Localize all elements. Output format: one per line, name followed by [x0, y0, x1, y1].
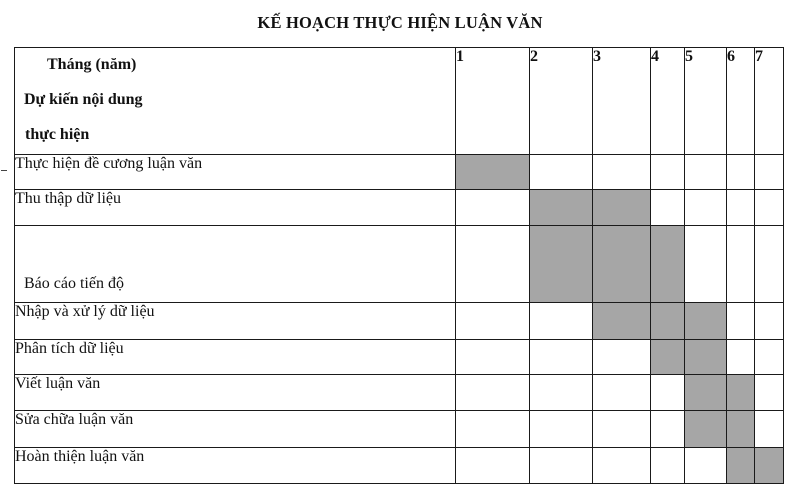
- header-content-label: Dự kiến nội dung: [24, 91, 143, 108]
- schedule-cell-m2: [530, 411, 593, 448]
- schedule-cell-m5: [685, 190, 727, 226]
- thesis-plan-table: [14, 47, 784, 484]
- schedule-cell-m1: [456, 375, 530, 411]
- task-label: Viết luận văn: [15, 375, 456, 411]
- schedule-cell-m7: [755, 155, 784, 190]
- schedule-cell-m2: [530, 448, 593, 484]
- schedule-cell-m7: [755, 448, 784, 484]
- schedule-cell-m5: [685, 375, 727, 411]
- schedule-cell-m6: [727, 303, 755, 340]
- schedule-cell-m3: [593, 448, 651, 484]
- task-label: Nhập và xử lý dữ liệu: [15, 303, 456, 340]
- task-row: [15, 226, 784, 303]
- task-row: [15, 303, 784, 340]
- month-3-header: 3: [593, 48, 651, 155]
- schedule-cell-m7: [755, 226, 784, 303]
- task-label: Hoàn thiện luận văn: [15, 448, 456, 484]
- schedule-cell-m5: [685, 226, 727, 303]
- schedule-cell-m3: [593, 303, 651, 340]
- schedule-cell-m6: [727, 190, 755, 226]
- header-cell: [15, 48, 456, 155]
- month-6-header: 6: [727, 48, 755, 155]
- schedule-cell-m4: [651, 375, 685, 411]
- schedule-cell-m5: [685, 340, 727, 375]
- schedule-cell-m2: [530, 226, 593, 303]
- schedule-cell-m1: [456, 411, 530, 448]
- task-row: [15, 448, 784, 484]
- schedule-cell-m2: [530, 303, 593, 340]
- task-label: Thực hiện đề cương luận văn: [15, 155, 456, 190]
- schedule-cell-m4: [651, 155, 685, 190]
- schedule-cell-m4: [651, 226, 685, 303]
- schedule-cell-m3: [593, 190, 651, 226]
- schedule-cell-m1: [456, 155, 530, 190]
- schedule-cell-m3: [593, 411, 651, 448]
- task-label: Phân tích dữ liệu: [15, 340, 456, 375]
- month-5-header: 5: [685, 48, 727, 155]
- schedule-cell-m6: [727, 448, 755, 484]
- schedule-cell-m7: [755, 190, 784, 226]
- task-row: [15, 340, 784, 375]
- schedule-cell-m5: [685, 411, 727, 448]
- task-row: [15, 375, 784, 411]
- schedule-cell-m1: [456, 303, 530, 340]
- header-row: [15, 48, 784, 155]
- schedule-cell-m4: [651, 411, 685, 448]
- schedule-cell-m7: [755, 340, 784, 375]
- task-label: Báo cáo tiến độ: [15, 226, 456, 303]
- header-content-label-cont: thực hiện: [25, 126, 90, 143]
- schedule-cell-m7: [755, 375, 784, 411]
- schedule-cell-m3: [593, 375, 651, 411]
- margin-mark: [1, 170, 7, 171]
- schedule-cell-m3: [593, 155, 651, 190]
- schedule-cell-m2: [530, 155, 593, 190]
- month-2-header: 2: [530, 48, 593, 155]
- schedule-cell-m4: [651, 448, 685, 484]
- schedule-cell-m7: [755, 411, 784, 448]
- task-row: [15, 411, 784, 448]
- task-label: Sửa chữa luận văn: [15, 411, 456, 448]
- schedule-cell-m4: [651, 303, 685, 340]
- schedule-cell-m2: [530, 190, 593, 226]
- schedule-cell-m5: [685, 448, 727, 484]
- schedule-cell-m1: [456, 448, 530, 484]
- schedule-cell-m6: [727, 340, 755, 375]
- month-7-header: 7: [755, 48, 784, 155]
- header-month-label: Tháng (năm): [47, 56, 137, 73]
- schedule-cell-m4: [651, 340, 685, 375]
- month-4-header: 4: [651, 48, 685, 155]
- schedule-cell-m1: [456, 226, 530, 303]
- task-row: [15, 190, 784, 226]
- schedule-cell-m3: [593, 226, 651, 303]
- schedule-cell-m6: [727, 155, 755, 190]
- document-title: KẾ HOẠCH THỰC HIỆN LUẬN VĂN: [257, 13, 543, 32]
- schedule-cell-m6: [727, 226, 755, 303]
- schedule-cell-m5: [685, 303, 727, 340]
- schedule-cell-m2: [530, 340, 593, 375]
- schedule-cell-m6: [727, 411, 755, 448]
- schedule-cell-m7: [755, 303, 784, 340]
- schedule-cell-m4: [651, 190, 685, 226]
- schedule-cell-m1: [456, 190, 530, 226]
- schedule-cell-m1: [456, 340, 530, 375]
- task-row: [15, 155, 784, 190]
- month-1-header: 1: [456, 48, 530, 155]
- schedule-cell-m3: [593, 340, 651, 375]
- task-label: Thu thập dữ liệu: [15, 190, 456, 226]
- schedule-cell-m5: [685, 155, 727, 190]
- schedule-cell-m6: [727, 375, 755, 411]
- schedule-cell-m2: [530, 375, 593, 411]
